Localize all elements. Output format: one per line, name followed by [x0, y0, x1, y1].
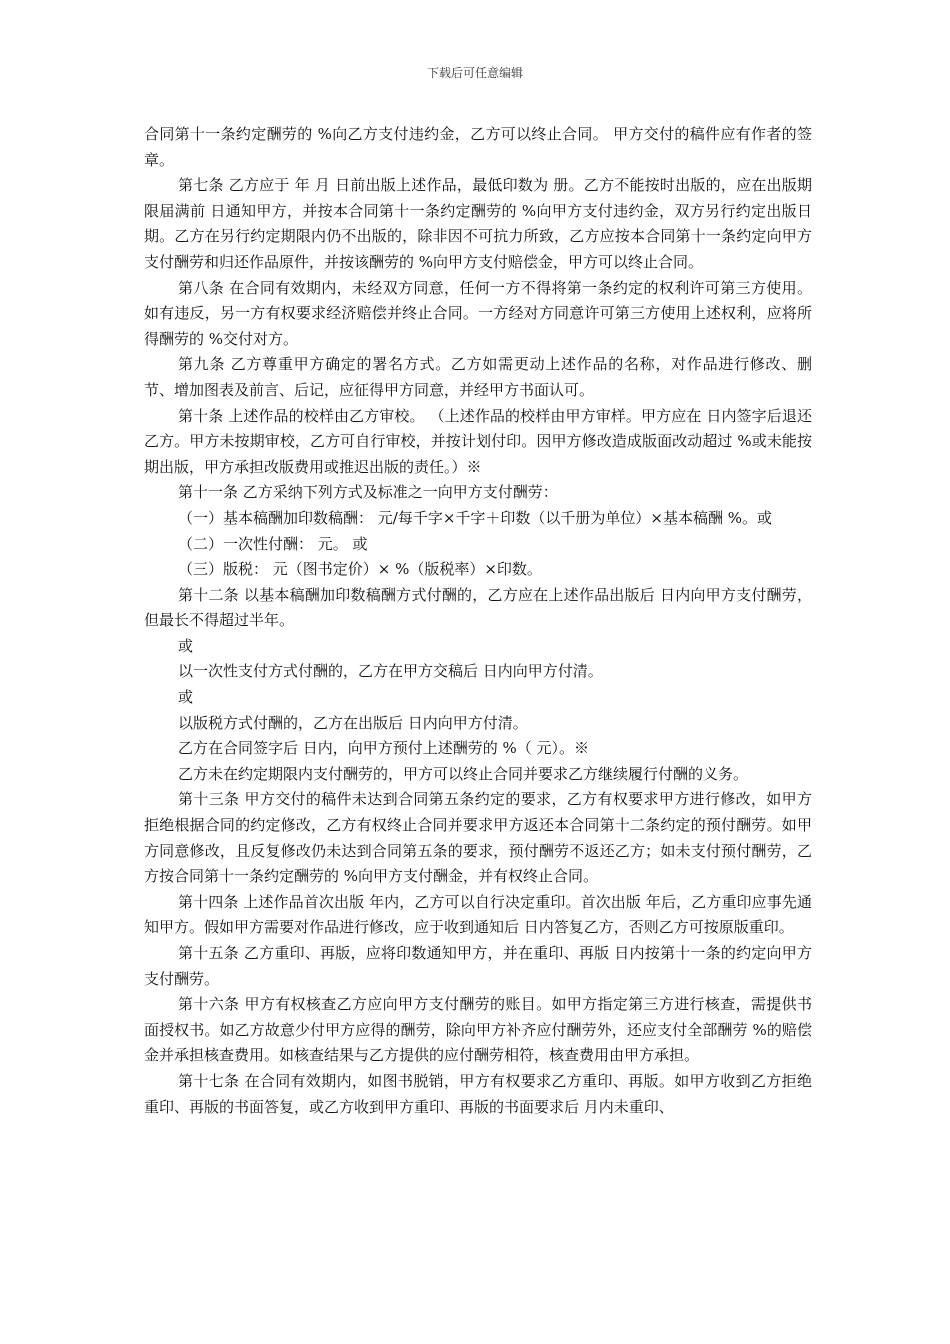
paragraph: 第十一条 乙方采纳下列方式及标准之一向甲方支付酬劳： — [178, 483, 558, 502]
paragraph: 乙方在合同签字后 日内，向甲方预付上述酬劳的 %（ 元）。※ — [178, 739, 590, 758]
paragraph: 合同第十一条约定酬劳的 %向乙方支付违约金，乙方可以终止合同。 甲方交付的稿件应有作者的签章。 — [144, 125, 812, 169]
paragraph: （一）基本稿酬加印数稿酬： 元/每千字×千字＋印数（以千册为单位）×基本稿酬 %。或 — [178, 508, 772, 527]
paragraph: 第十二条 以基本稿酬加印数稿酬方式付酬的，乙方应在上述作品出版后 日内向甲方支付酬劳，但最长不得超过半年。 — [144, 585, 812, 630]
paragraph: 以版税方式付酬的，乙方在出版后 日内向甲方付清。 — [178, 713, 528, 732]
paragraph: 或 — [178, 636, 194, 655]
paragraph: 第十条 上述作品的校样由乙方审校。 （上述作品的校样由甲方审样。甲方应在 日内签字后退还乙方。甲方未按期审校，乙方可自行审校，并按计划付印。因甲方修改造成版面改动超过 %或未能按期出版，甲方承担改版费用或推迟出版的责任。）※ — [144, 406, 812, 476]
paragraph: （二）一次性付酬： 元。 或 — [178, 534, 368, 553]
paragraph: 以一次性支付方式付酬的，乙方在甲方交稿后 日内向甲方付清。 — [178, 662, 603, 681]
paragraph: 第十五条 乙方重印、再版，应将印数通知甲方，并在重印、再版 日内按第十一条的约定向甲方支付酬劳。 — [144, 944, 812, 988]
paragraph: 乙方未在约定期限内支付酬劳的，甲方可以终止合同并要求乙方继续履行付酬的义务。 — [178, 764, 749, 783]
paragraph: 或 — [178, 688, 194, 707]
document-body — [144, 122, 812, 1120]
paragraph: 第九条 乙方尊重甲方确定的署名方式。乙方如需更动上述作品的名称，对作品进行修改、删节、增加图表及前言、后记，应征得甲方同意，并经甲方书面认可。 — [144, 355, 812, 399]
paragraph: 第七条 乙方应于 年 月 日前出版上述作品，最低印数为 册。乙方不能按时出版的，应在出版期限届满前 日通知甲方，并按本合同第十一条约定酬劳的 %向甲方支付违约金，双方另行约定出版日期。乙方在另行约定期限内仍不出版的，除非因不可抗力所致，乙方应按本合同第十一条约定向甲方支付酬劳和归还作品原件，并按该酬劳的 %向甲方支付赔偿金，甲方可以终止合同。 — [144, 176, 812, 271]
paragraph: 第十六条 甲方有权核查乙方应向甲方支付酬劳的账目。如甲方指定第三方进行核查，需提供书面授权书。如乙方故意少付甲方应得的酬劳，除向甲方补齐应付酬劳外，还应支付全部酬劳 %的赔偿金并承担核查费用。如核查结果与乙方提供的应付酬劳相符，核查费用由甲方承担。 — [144, 995, 812, 1065]
paragraph: （三）版税： 元（图书定价）× %（版税率）×印数。 — [178, 560, 542, 579]
paragraph: 第八条 在合同有效期内，未经双方同意，任何一方不得将第一条约定的权利许可第三方使用。如有违反，另一方有权要求经济赔偿并终止合同。一方经对方同意许可第三方使用上述权利，应将所得酬劳的 %交付对方。 — [144, 278, 812, 348]
paragraph: 第十七条 在合同有效期内，如图书脱销，甲方有权要求乙方重印、再版。如甲方收到乙方拒绝重印、再版的书面答复，或乙方收到甲方重印、再版的书面要求后 月内未重印、 — [144, 1071, 812, 1116]
paragraph: 第十三条 甲方交付的稿件未达到合同第五条约定的要求，乙方有权要求甲方进行修改，如甲方拒绝根据合同的约定修改，乙方有权终止合同并要求甲方返还本合同第十二条约定的预付酬劳。如甲方同意修改，且反复修改仍未达到合同第五条的要求，预付酬劳不返还乙方；如未支付预付酬劳，乙方按合同第十一条约定酬劳的 %向甲方支付酬金，并有权终止合同。 — [144, 790, 812, 886]
paragraph: 第十四条 上述作品首次出版 年内，乙方可以自行决定重印。首次出版 年后，乙方重印应事先通知甲方。假如甲方需要对作品进行修改，应于收到通知后 日内答复乙方，否则乙方可按原版重印。 — [144, 892, 812, 937]
page-header: 下载后可任意编辑 — [426, 66, 523, 80]
